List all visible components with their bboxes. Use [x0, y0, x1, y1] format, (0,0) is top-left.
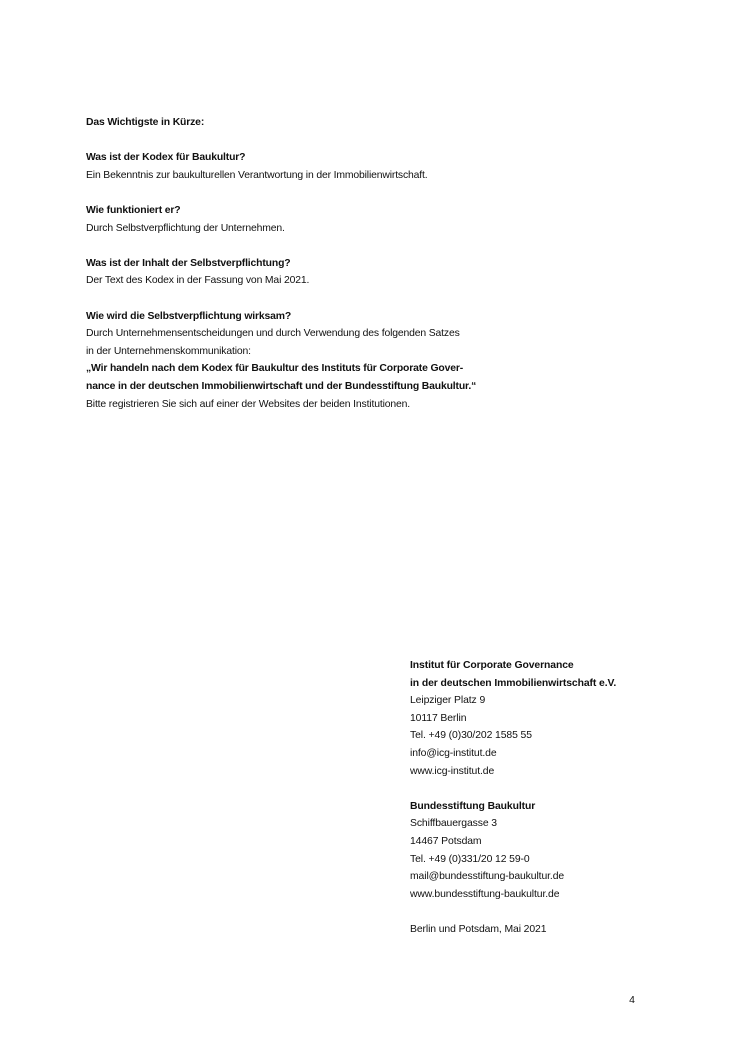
answer: Der Text des Kodex in der Fassung von Mai 2021.	[86, 275, 310, 287]
qa-block	[86, 149, 646, 184]
qa-block	[86, 308, 646, 414]
qa-block	[86, 202, 646, 237]
website: www.icg-institut.de	[410, 765, 495, 777]
phone: Tel. +49 (0)331/20 12 59-0	[410, 853, 530, 865]
question: Was ist der Kodex für Baukultur?	[86, 152, 246, 164]
street-address: Leipziger Platz 9	[410, 695, 486, 707]
summary-section	[86, 114, 646, 431]
org-name: Bundesstiftung Baukultur	[410, 800, 536, 812]
question: Was ist der Inhalt der Selbstverpflichtung?	[86, 257, 291, 269]
city: 10117 Berlin	[410, 712, 467, 724]
email: info@icg-institut.de	[410, 747, 497, 759]
email: mail@bundesstiftung-baukultur.de	[410, 871, 565, 883]
answer-line: in der Unternehmenskommunikation:	[86, 345, 251, 357]
question: Wie funktioniert er?	[86, 204, 181, 216]
answer-line: Durch Unternehmensentscheidungen und durch Verwendung des folgenden Satzes	[86, 328, 460, 340]
street-address: Schiffbauergasse 3	[410, 818, 497, 830]
qa-block	[86, 255, 646, 290]
place-date: Berlin und Potsdam, Mai 2021	[410, 923, 547, 935]
summary-heading: Das Wichtigste in Kürze:	[86, 117, 205, 128]
registration-note: Bitte registrieren Sie sich auf einer der Websites der beiden Institutionen.	[86, 398, 410, 410]
org-name: in der deutschen Immobilienwirtschaft e.V.	[410, 677, 617, 689]
website: www.bundesstiftung-baukultur.de	[410, 888, 560, 900]
quote-line: nance in der deutschen Immobilienwirtschaft und der Bundesstiftung Baukultur.“	[86, 380, 477, 392]
org-name: Institut für Corporate Governance	[410, 660, 574, 671]
contact-bundesstiftung	[410, 798, 710, 904]
city: 14467 Potsdam	[410, 835, 482, 847]
question: Wie wird die Selbstverpflichtung wirksam?	[86, 310, 292, 322]
contacts-section	[410, 657, 710, 939]
quote-line: „Wir handeln nach dem Kodex für Baukultur des Instituts für Corporate Gover-	[86, 363, 464, 375]
answer: Durch Selbstverpflichtung der Unternehmen.	[86, 222, 285, 234]
page-number: 4	[629, 995, 635, 1006]
answer: Ein Bekenntnis zur baukulturellen Verantwortung in der Immobilienwirtschaft.	[86, 169, 428, 181]
contact-icg	[410, 657, 710, 780]
phone: Tel. +49 (0)30/202 1585 55	[410, 730, 532, 742]
